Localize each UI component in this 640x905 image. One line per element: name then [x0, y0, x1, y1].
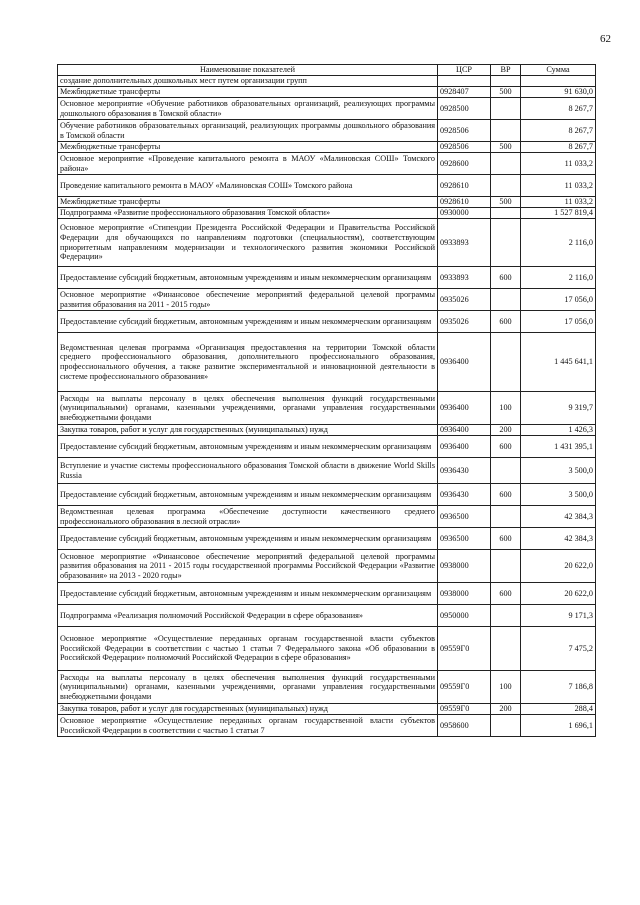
- table-row: [58, 550, 596, 583]
- row-csr-cell: 0958600: [438, 715, 491, 737]
- row-sum-cell: 20 622,0: [521, 550, 596, 583]
- row-csr-cell: 0928506: [438, 120, 491, 142]
- row-csr-cell: 0928506: [438, 142, 491, 153]
- row-vr-cell: [491, 289, 521, 311]
- row-sum-cell: 288,4: [521, 704, 596, 715]
- header-name: Наименование показателей: [58, 65, 438, 76]
- header-sum: Сумма: [521, 65, 596, 76]
- table-row: [58, 153, 596, 175]
- page-number: 62: [600, 33, 611, 45]
- row-name-cell: Основное мероприятие «Осуществление переданных органам государственной власти субъектов Российской Федерации в соответствии с частью 1 статьи 7: [58, 715, 438, 737]
- row-name-cell: Предоставление субсидий бюджетным, автономным учреждениям и иным некоммерческим организациям: [58, 528, 438, 550]
- table-row: [58, 120, 596, 142]
- row-sum-cell: 11 033,2: [521, 197, 596, 208]
- table-row: [58, 219, 596, 267]
- row-csr-cell: 0936400: [438, 333, 491, 392]
- row-sum-cell: 3 500,0: [521, 458, 596, 484]
- row-name-cell: Основное мероприятие «Осуществление переданных органам государственной власти субъектов Российской Федерации в соответствии с частью 1 статьи 7 Федерального закона «Об образовании в Российской Федерации» полномочий Российской Федерации в сфере образования»: [58, 627, 438, 671]
- row-vr-cell: [491, 98, 521, 120]
- row-sum-cell: 9 171,3: [521, 605, 596, 627]
- row-vr-cell: 200: [491, 704, 521, 715]
- row-sum-cell: [521, 76, 596, 87]
- row-csr-cell: [438, 76, 491, 87]
- row-csr-cell: 09559Г0: [438, 704, 491, 715]
- row-csr-cell: 0930000: [438, 208, 491, 219]
- row-csr-cell: 0933893: [438, 219, 491, 267]
- row-csr-cell: 0950000: [438, 605, 491, 627]
- row-vr-cell: [491, 175, 521, 197]
- row-vr-cell: 600: [491, 436, 521, 458]
- row-sum-cell: 2 116,0: [521, 219, 596, 267]
- row-csr-cell: 09559Г0: [438, 627, 491, 671]
- budget-table: [57, 64, 596, 737]
- row-vr-cell: 600: [491, 583, 521, 605]
- table-row: [58, 267, 596, 289]
- row-name-cell: Межбюджетные трансферты: [58, 87, 438, 98]
- table-row: [58, 289, 596, 311]
- row-csr-cell: 0936500: [438, 528, 491, 550]
- row-name-cell: Ведомственная целевая программа «Обеспечение доступности качественного среднего профессионального образования в лесной отрасли»: [58, 506, 438, 528]
- row-sum-cell: 8 267,7: [521, 98, 596, 120]
- row-name-cell: Обучение работников образовательных организаций, реализующих программы дошкольного образования в Томской области: [58, 120, 438, 142]
- table-row: [58, 715, 596, 737]
- row-vr-cell: 500: [491, 142, 521, 153]
- row-sum-cell: 1 696,1: [521, 715, 596, 737]
- table-row: [58, 627, 596, 671]
- row-csr-cell: 0936430: [438, 458, 491, 484]
- table-row: [58, 458, 596, 484]
- row-vr-cell: 500: [491, 197, 521, 208]
- table-row: [58, 484, 596, 506]
- row-name-cell: Предоставление субсидий бюджетным, автономным учреждениям и иным некоммерческим организациям: [58, 267, 438, 289]
- table-row: [58, 392, 596, 425]
- row-sum-cell: 8 267,7: [521, 142, 596, 153]
- row-name-cell: Расходы на выплаты персоналу в целях обеспечения выполнения функций государственными (муниципальными) органами, казенными учреждениями, органами управления государственными внебюджетными фондами: [58, 671, 438, 704]
- row-vr-cell: [491, 120, 521, 142]
- row-sum-cell: 17 056,0: [521, 311, 596, 333]
- row-csr-cell: 0936500: [438, 506, 491, 528]
- table-row: [58, 197, 596, 208]
- row-name-cell: Основное мероприятие «Проведение капитального ремонта в МАОУ «Малиновская СОШ» Томского района»: [58, 153, 438, 175]
- row-vr-cell: [491, 550, 521, 583]
- row-vr-cell: [491, 506, 521, 528]
- row-name-cell: Предоставление субсидий бюджетным, автономным учреждениям и иным некоммерческим организациям: [58, 436, 438, 458]
- table-row: [58, 671, 596, 704]
- row-name-cell: Вступление и участие системы профессионального образования Томской области в движение World Skills Russia: [58, 458, 438, 484]
- row-name-cell: Подпрограмма «Развитие профессионального образования Томской области»: [58, 208, 438, 219]
- table-header-row: [58, 65, 596, 76]
- row-sum-cell: 1 431 395,1: [521, 436, 596, 458]
- row-sum-cell: 20 622,0: [521, 583, 596, 605]
- row-csr-cell: 0938000: [438, 550, 491, 583]
- row-vr-cell: [491, 153, 521, 175]
- row-name-cell: Расходы на выплаты персоналу в целях обеспечения выполнения функций государственными (муниципальными) органами, казенными учреждениями, органами управления государственными внебюджетными фондами: [58, 392, 438, 425]
- table-row: [58, 704, 596, 715]
- row-sum-cell: 8 267,7: [521, 120, 596, 142]
- row-sum-cell: 9 319,7: [521, 392, 596, 425]
- row-sum-cell: 17 056,0: [521, 289, 596, 311]
- table-row: [58, 333, 596, 392]
- row-csr-cell: 0935026: [438, 311, 491, 333]
- row-vr-cell: 100: [491, 671, 521, 704]
- row-csr-cell: 0935026: [438, 289, 491, 311]
- row-vr-cell: [491, 715, 521, 737]
- row-name-cell: Проведение капитального ремонта в МАОУ «Малиновская СОШ» Томского района: [58, 175, 438, 197]
- table-row: [58, 76, 596, 87]
- table-row: [58, 436, 596, 458]
- row-csr-cell: 0928610: [438, 197, 491, 208]
- row-name-cell: Ведомственная целевая программа «Организация предоставления на территории Томской области среднего профессионального образования, дополнительного профессионального образования, профессионального обучения, а также развитие экспериментальной и инновационной деятельности в системе профессионального образования»: [58, 333, 438, 392]
- row-sum-cell: 11 033,2: [521, 175, 596, 197]
- row-name-cell: Межбюджетные трансферты: [58, 197, 438, 208]
- row-sum-cell: 2 116,0: [521, 267, 596, 289]
- row-sum-cell: 11 033,2: [521, 153, 596, 175]
- row-vr-cell: 100: [491, 392, 521, 425]
- row-sum-cell: 1 445 641,1: [521, 333, 596, 392]
- row-csr-cell: 0928500: [438, 98, 491, 120]
- row-name-cell: Основное мероприятие «Стипендии Президента Российской Федерации и Правительства Российской Федерации для обучающихся по направлениям подготовки (специальностям), соответствующим приоритетным направлениям модернизации и технологического развития экономики Российской Федерации»: [58, 219, 438, 267]
- row-csr-cell: 0936400: [438, 436, 491, 458]
- row-name-cell: Предоставление субсидий бюджетным, автономным учреждениям и иным некоммерческим организациям: [58, 484, 438, 506]
- table-body: [58, 76, 596, 737]
- row-name-cell: Основное мероприятие «Финансовое обеспечение мероприятий федеральной целевой программы развития образования на 2011 - 2015 годы»: [58, 289, 438, 311]
- row-vr-cell: [491, 333, 521, 392]
- row-name-cell: Основное мероприятие «Финансовое обеспечение мероприятий федеральной целевой программы развития образования на 2011 - 2015 годы государственной программы Российской Федерации «Развитие образования» на 2013 - 2020 годы»: [58, 550, 438, 583]
- table-row: [58, 506, 596, 528]
- row-vr-cell: [491, 627, 521, 671]
- row-vr-cell: [491, 458, 521, 484]
- row-name-cell: Предоставление субсидий бюджетным, автономным учреждениям и иным некоммерческим организациям: [58, 583, 438, 605]
- table-row: [58, 87, 596, 98]
- row-sum-cell: 3 500,0: [521, 484, 596, 506]
- table-row: [58, 583, 596, 605]
- row-csr-cell: 0938000: [438, 583, 491, 605]
- row-vr-cell: 600: [491, 267, 521, 289]
- header-csr: ЦСР: [438, 65, 491, 76]
- row-csr-cell: 0928600: [438, 153, 491, 175]
- row-name-cell: создание дополнительных дошкольных мест путем организации групп: [58, 76, 438, 87]
- row-sum-cell: 1 527 819,4: [521, 208, 596, 219]
- row-vr-cell: 600: [491, 528, 521, 550]
- row-vr-cell: 500: [491, 87, 521, 98]
- row-sum-cell: 91 630,0: [521, 87, 596, 98]
- row-csr-cell: 0928407: [438, 87, 491, 98]
- row-name-cell: Подпрограмма «Реализация полномочий Российской Федерации в сфере образования»: [58, 605, 438, 627]
- row-name-cell: Межбюджетные трансферты: [58, 142, 438, 153]
- table-row: [58, 98, 596, 120]
- row-sum-cell: 1 426,3: [521, 425, 596, 436]
- row-sum-cell: 7 475,2: [521, 627, 596, 671]
- row-vr-cell: 600: [491, 311, 521, 333]
- row-vr-cell: 200: [491, 425, 521, 436]
- row-vr-cell: [491, 219, 521, 267]
- row-name-cell: Предоставление субсидий бюджетным, автономным учреждениям и иным некоммерческим организациям: [58, 311, 438, 333]
- table-row: [58, 175, 596, 197]
- table-row: [58, 311, 596, 333]
- row-sum-cell: 42 384,3: [521, 528, 596, 550]
- table-row: [58, 208, 596, 219]
- row-name-cell: Закупка товаров, работ и услуг для государственных (муниципальных) нужд: [58, 425, 438, 436]
- table-row: [58, 605, 596, 627]
- table-row: [58, 142, 596, 153]
- row-csr-cell: 0936430: [438, 484, 491, 506]
- row-csr-cell: 0936400: [438, 392, 491, 425]
- row-vr-cell: [491, 76, 521, 87]
- row-vr-cell: 600: [491, 484, 521, 506]
- row-vr-cell: [491, 605, 521, 627]
- row-csr-cell: 0936400: [438, 425, 491, 436]
- table-row: [58, 425, 596, 436]
- row-vr-cell: [491, 208, 521, 219]
- table-row: [58, 528, 596, 550]
- row-csr-cell: 0933893: [438, 267, 491, 289]
- row-csr-cell: 0928610: [438, 175, 491, 197]
- row-name-cell: Основное мероприятие «Обучение работников образовательных организаций, реализующих программы дошкольного образования в Томской области»: [58, 98, 438, 120]
- row-csr-cell: 09559Г0: [438, 671, 491, 704]
- row-sum-cell: 42 384,3: [521, 506, 596, 528]
- row-name-cell: Закупка товаров, работ и услуг для государственных (муниципальных) нужд: [58, 704, 438, 715]
- row-sum-cell: 7 186,8: [521, 671, 596, 704]
- header-vr: ВР: [491, 65, 521, 76]
